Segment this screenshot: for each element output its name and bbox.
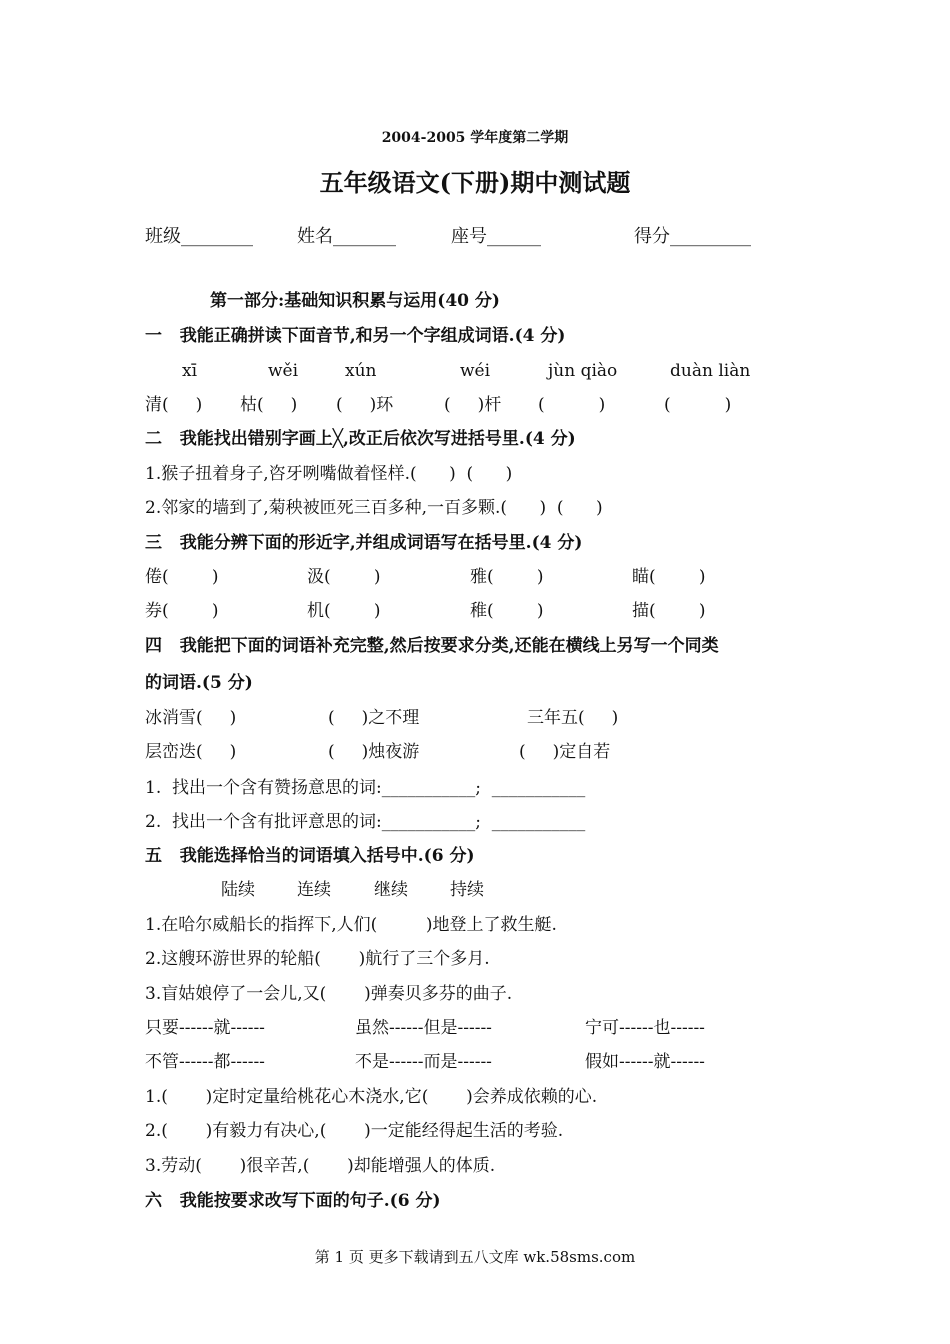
class-field: 班级________ — [145, 226, 253, 247]
pinyin-3: xún — [345, 361, 377, 381]
q2-item-2: 2.邻家的墙到了,菊秧被匝死三百多种,一百多颗.( ) ( ) — [145, 498, 603, 518]
q2-item-1: 1.猴子扭着身子,咨牙咧嘴做着怪样.( ) ( ) — [145, 464, 513, 484]
name-field: 姓名_______ — [297, 226, 396, 247]
q1-blank-4: ( )杆 — [444, 395, 502, 415]
q1-blank-5: ( ) — [538, 395, 606, 415]
q3-r2-3: 稚( ) — [470, 601, 544, 621]
q5-heading: 五 我能选择恰当的词语填入括号中.(6 分) — [145, 846, 475, 866]
q5-word-3: 继续 — [374, 880, 408, 900]
q3-r2-1: 券( ) — [145, 601, 219, 621]
q4-r1-3: 三年五( ) — [527, 708, 619, 728]
q3-heading: 三 我能分辨下面的形近字,并组成词语写在括号里.(4 分) — [145, 533, 583, 553]
score-field: 得分_________ — [634, 226, 751, 247]
q5-conj-item-2: 2.( )有毅力有决心,( )一定能经得起生活的考验. — [145, 1121, 564, 1141]
q4-r2-1: 层峦迭( ) — [145, 742, 237, 762]
q5-word-4: 持续 — [450, 880, 484, 900]
pinyin-6: duàn liàn — [670, 361, 751, 381]
q1-heading: 一 我能正确拼读下面音节,和另一个字组成词语.(4 分) — [145, 326, 566, 346]
pinyin-2: wěi — [268, 361, 299, 381]
q3-r2-2: 机( ) — [307, 601, 381, 621]
pinyin-1: xī — [182, 361, 198, 381]
q4-item-1: 1. 找出一个含有赞扬意思的词:___________; ___________ — [145, 778, 586, 798]
q4-heading-cont: 的词语.(5 分) — [145, 673, 253, 693]
q5-word-2: 连续 — [297, 880, 331, 900]
conj-r1-3: 宁可------也------ — [585, 1018, 705, 1038]
q1-blank-1: 清( ) — [145, 395, 203, 415]
q1-blank-2: 枯( ) — [240, 395, 298, 415]
q4-item-2: 2. 找出一个含有批评意思的词:___________; ___________ — [145, 812, 586, 832]
q4-r1-2: ( )之不理 — [328, 708, 420, 728]
q5-conj-item-3: 3.劳动( )很辛苦,( )却能增强人的体质. — [145, 1156, 496, 1176]
seat-field: 座号______ — [451, 226, 541, 247]
q2-heading: 二 我能找出错别字画上╳,改正后依次写进括号里.(4 分) — [145, 429, 576, 449]
q5-conj-item-1: 1.( )定时定量给桃花心木浇水,它( )会养成依赖的心. — [145, 1087, 598, 1107]
q3-r1-1: 倦( ) — [145, 567, 219, 587]
q3-r1-4: 瞄( ) — [632, 567, 706, 587]
page-footer: 第 1 页 更多下载请到五八文库 wk.58sms.com — [314, 1248, 636, 1266]
q5-item-2: 2.这艘环游世界的轮船( )航行了三个多月. — [145, 949, 490, 969]
q4-r1-1: 冰消雪( ) — [145, 708, 237, 728]
q3-r1-3: 雅( ) — [470, 567, 544, 587]
conj-r2-1: 不管------都------ — [145, 1052, 265, 1072]
conj-r2-3: 假如------就------ — [585, 1052, 705, 1072]
q5-item-3: 3.盲姑娘停了一会儿,又( )弹奏贝多芬的曲子. — [145, 984, 513, 1004]
q4-r2-3: ( )定自若 — [519, 742, 611, 762]
term-line: 2004-2005 学年度第二学期 — [381, 130, 569, 146]
q4-heading: 四 我能把下面的词语补充完整,然后按要求分类,还能在横线上另写一个同类 — [145, 636, 719, 656]
pinyin-5: jùn qiào — [548, 361, 618, 381]
q1-blank-3: ( )环 — [336, 395, 394, 415]
conj-r2-2: 不是------而是------ — [355, 1052, 492, 1072]
pinyin-4: wéi — [460, 361, 491, 381]
conj-r1-2: 虽然------但是------ — [355, 1018, 492, 1038]
q1-blank-6: ( ) — [664, 395, 732, 415]
q3-r1-2: 汲( ) — [307, 567, 381, 587]
part1-heading: 第一部分:基础知识积累与运用(40 分) — [210, 291, 500, 311]
q5-word-1: 陆续 — [221, 880, 255, 900]
conj-r1-1: 只要------就------ — [145, 1018, 265, 1038]
q3-r2-4: 描( ) — [632, 601, 706, 621]
q5-item-1: 1.在哈尔威船长的指挥下,人们( )地登上了救生艇. — [145, 915, 557, 935]
q6-heading: 六 我能按要求改写下面的句子.(6 分) — [145, 1191, 441, 1211]
q4-r2-2: ( )烛夜游 — [328, 742, 420, 762]
page-title: 五年级语文(下册)期中测试题 — [319, 168, 631, 197]
